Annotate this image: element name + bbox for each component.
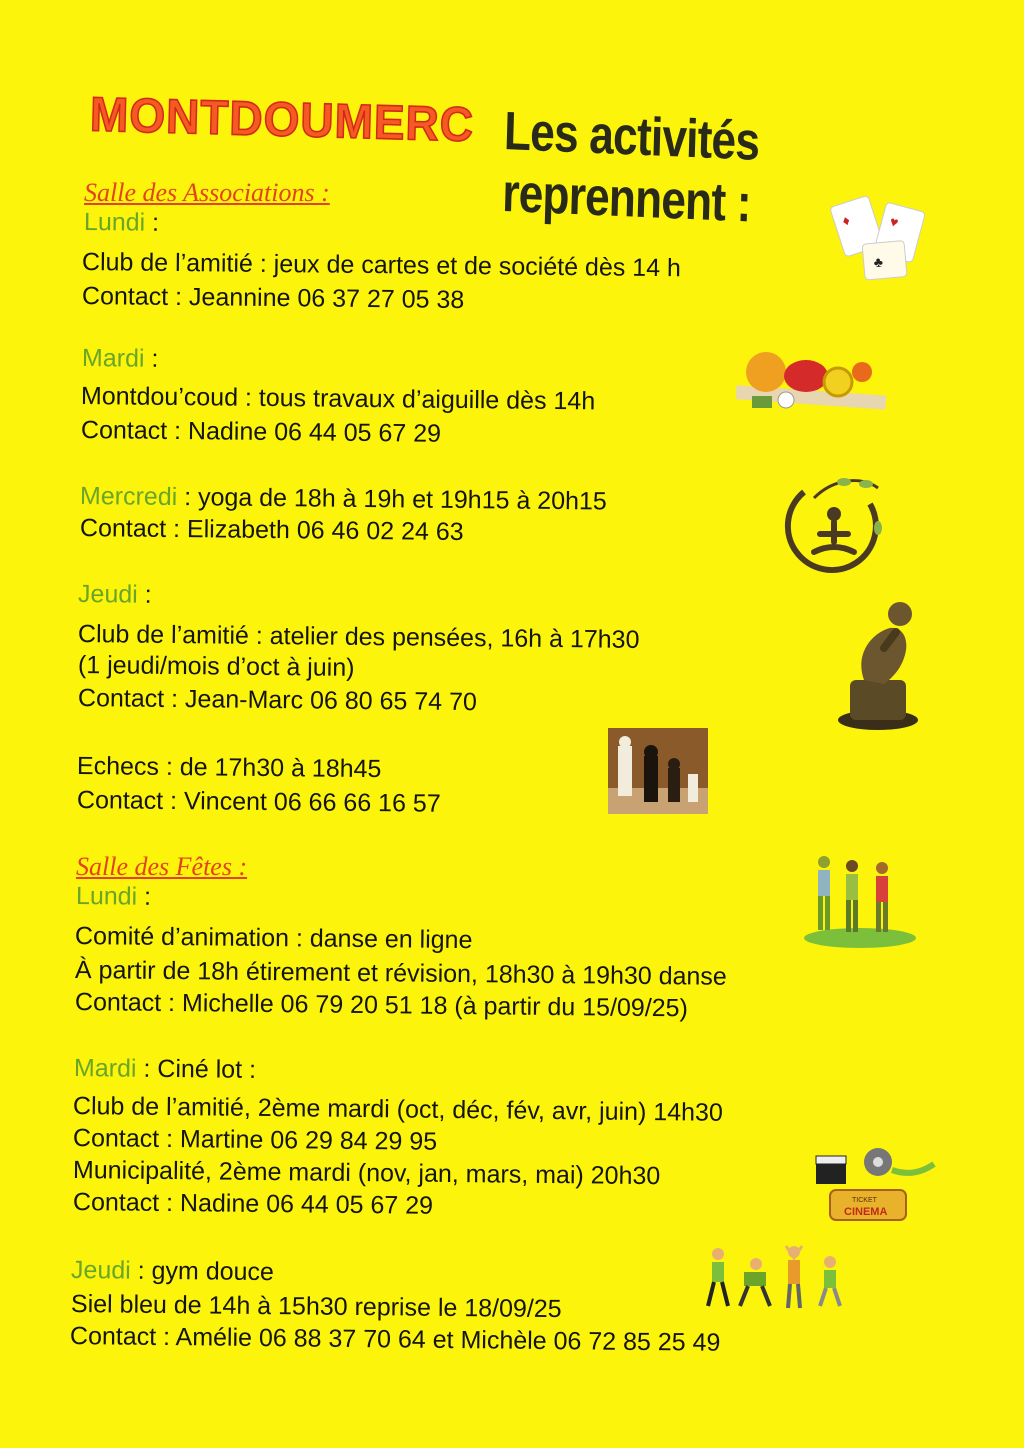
fetes-lundi-activity: Comité d’animation : danse en ligne: [74, 922, 473, 955]
fetes-jeudi-contact: Contact : Amélie 06 88 37 70 64 et Michèle 06 72 85 25 49: [69, 1322, 721, 1357]
cinema-ticket-icon: [814, 1144, 938, 1230]
day-label: Lundi: [75, 882, 138, 911]
playing-cards-icon: [828, 190, 932, 286]
gym-people-icon: [700, 1240, 850, 1314]
svg-text:♥: ♥: [888, 212, 901, 231]
day-label: Jeudi: [70, 1256, 131, 1285]
jeudi-activity: : gym douce: [130, 1256, 275, 1287]
fetes-lundi-heading: [76, 882, 151, 912]
assoc-mercredi-contact: Contact : Elizabeth 06 46 02 24 63: [79, 514, 464, 547]
chess-pieces-icon: [608, 728, 708, 814]
yoga-meditation-icon: [774, 468, 890, 584]
svg-text:♣: ♣: [873, 253, 884, 271]
day-label: Lundi: [83, 208, 146, 237]
svg-text:♦: ♦: [840, 211, 852, 229]
assoc-jeudi-contact: Contact : Jean-Marc 06 80 65 74 70: [77, 684, 477, 717]
headline: Les activités reprennent :: [501, 100, 760, 234]
town-title: MONTDOUMERC: [89, 86, 475, 152]
thinker-statue-icon: [834, 592, 930, 734]
day-separator: :: [137, 882, 152, 911]
assoc-echecs-contact: Contact : Vincent 06 66 66 16 57: [76, 786, 441, 818]
line-dancers-icon: [798, 850, 916, 950]
assoc-jeudi-note: (1 jeudi/mois d’oct à juin): [77, 651, 355, 682]
mardi-activity: : Ciné lot :: [136, 1054, 257, 1084]
mercredi-activity: : yoga de 18h à 19h et 19h15 à 20h15: [177, 483, 607, 516]
assoc-echecs-activity: Echecs : de 17h30 à 18h45: [76, 752, 382, 784]
day-separator: :: [144, 344, 159, 373]
fetes-mardi-heading: [74, 1054, 256, 1085]
section-title-fetes: Salle des Fêtes :: [76, 852, 248, 881]
assoc-mercredi-line: [80, 482, 607, 517]
fetes-mardi-club: Club de l’amitié, 2ème mardi (oct, déc, fév, avr, juin) 14h30: [72, 1092, 723, 1127]
day-separator: :: [145, 208, 160, 237]
fetes-mardi-muni-contact: Contact : Nadine 06 44 05 67 29: [72, 1188, 434, 1220]
assoc-mardi-activity: Montdou’coud : tous travaux d’aiguille dès 14h: [80, 382, 596, 416]
fetes-mardi-club-contact: Contact : Martine 06 29 84 29 95: [72, 1124, 438, 1156]
assoc-lundi-activity: Club de l’amitié : jeux de cartes et de société dès 14 h: [81, 248, 682, 283]
assoc-mardi-heading: [82, 344, 159, 374]
day-separator: :: [137, 580, 152, 609]
assoc-jeudi-activity: Club de l’amitié : atelier des pensées, 16h à 17h30: [77, 620, 640, 654]
fetes-mardi-muni: Municipalité, 2ème mardi (nov, jan, mars, mai) 20h30: [72, 1156, 661, 1191]
fetes-jeudi-detail: Siel bleu de 14h à 15h30 reprise le 18/09/25: [70, 1290, 562, 1324]
sewing-supplies-icon: [726, 342, 890, 418]
fetes-lundi-detail: À partir de 18h étirement et révision, 18h30 à 19h30 danse: [74, 956, 727, 991]
ticket-word: CINEMA: [844, 1206, 888, 1218]
day-label: Mardi: [73, 1054, 137, 1083]
fetes-jeudi-heading: [71, 1256, 274, 1287]
assoc-mardi-contact: Contact : Nadine 06 44 05 67 29: [80, 416, 442, 448]
day-label: Mercredi: [79, 482, 178, 512]
assoc-lundi-heading: [84, 208, 159, 238]
fetes-lundi-contact: Contact : Michelle 06 79 20 51 18 (à partir du 15/09/25): [74, 988, 689, 1023]
day-label: Mardi: [81, 344, 145, 373]
assoc-lundi-contact: Contact : Jeannine 06 37 27 05 38: [81, 282, 465, 315]
day-label: Jeudi: [77, 580, 138, 609]
ticket-top-text: TICKET: [852, 1197, 877, 1204]
section-title-associations: Salle des Associations :: [84, 178, 330, 207]
assoc-jeudi-heading: [78, 580, 152, 610]
